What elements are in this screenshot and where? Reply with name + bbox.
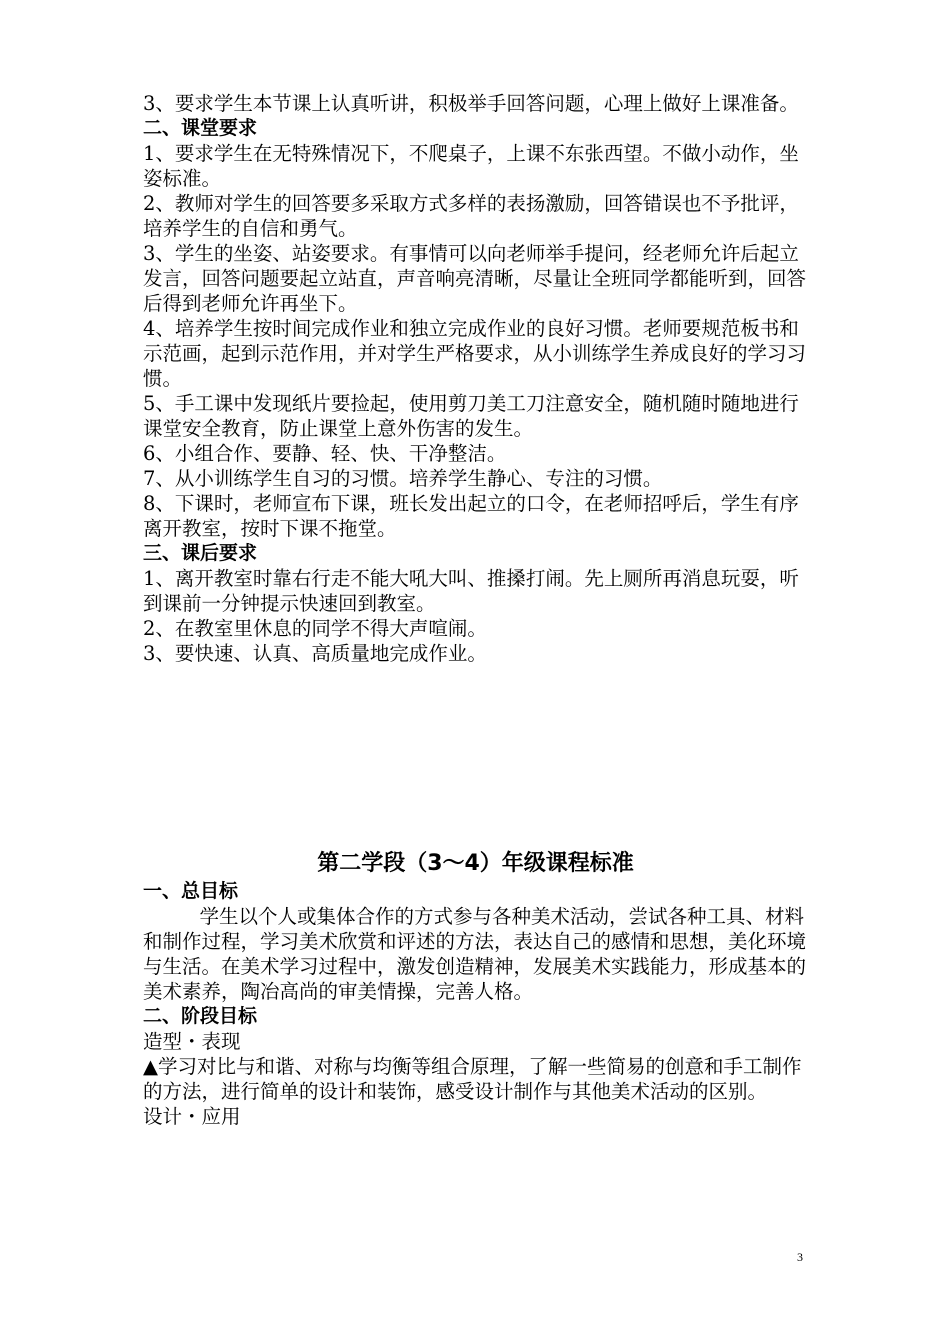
list-item: 4、培养学生按时间完成作业和独立完成作业的良好习惯。老师要规范板书和示范画，起到示范作用，并对学生严格要求，从小训练学生养成良好的学习习惯。 [143,317,807,390]
list-item: 1、离开教室时靠右行走不能大吼大叫、推搡打闹。先上厕所再消息玩耍，听到课前一分钟提示快速回到教室。 [143,567,799,615]
heading-after-class-requirements: 三、课后要求 [143,542,258,564]
list-item: 1、要求学生在无特殊情况下，不爬桌子，上课不东张西望。不做小动作，坐姿标准。 [143,142,799,190]
paragraph-prep-3: 3、要求学生本节课上认真听讲，积极举手回答问题，心理上做好上课准备。 [143,92,799,115]
list-item: 6、小组合作、要静、轻、快、干净整洁。 [143,442,507,465]
paragraph-overall-goal: 学生以个人或集体合作的方式参与各种美术活动，尝试各种工具、材料和制作过程，学习美术欣赏和评述的方法，表达自己的感情和思想，美化环境与生活。在美术学习过程中，激发创造精神，发展美术实践能力，形成基本的美术素养，陶冶高尚的审美情操，完善人格。 [143,905,807,1003]
list-item: 7、从小训练学生自习的习惯。培养学生静心、专注的习惯。 [143,467,663,490]
list-item: 8、下课时，老师宣布下课，班长发出起立的口令，在老师招呼后，学生有序离开教室，按时下课不拖堂。 [143,492,799,540]
list-item: 2、在教室里休息的同学不得大声喧闹。 [143,617,487,640]
page-content [143,91,808,1129]
section-title: 第二学段（3～4）年级课程标准 [317,851,634,876]
list-item: 3、学生的坐姿、站姿要求。有事情可以向老师举手提问，经老师允许后起立发言，回答问题要起立站直，声音响亮清晰，尽量让全班同学都能听到，回答后得到老师允许再坐下。 [143,242,807,315]
blank-space [143,666,808,849]
subheading-modeling-expression: 造型・表现 [143,1030,241,1053]
list-item: 5、手工课中发现纸片要捡起，使用剪刀美工刀注意安全，随机随时随地进行课堂安全教育，防止课堂上意外伤害的发生。 [143,392,799,440]
subheading-design-application: 设计・应用 [143,1105,241,1128]
heading-overall-goal: 一、总目标 [143,880,239,902]
list-item: 3、要快速、认真、高质量地完成作业。 [143,642,487,665]
page-number: 3 [797,1250,803,1264]
heading-stage-goals: 二、阶段目标 [143,1005,258,1027]
list-item: ▲学习对比与和谐、对称与均衡等组合原理，了解一些简易的创意和手工制作的方法，进行简单的设计和装饰，感受设计制作与其他美术活动的区别。 [143,1055,802,1103]
list-item: 2、教师对学生的回答要多采取方式多样的表扬激励，回答错误也不予批评，培养学生的自信和勇气。 [143,192,799,240]
heading-classroom-requirements: 二、课堂要求 [143,117,258,139]
